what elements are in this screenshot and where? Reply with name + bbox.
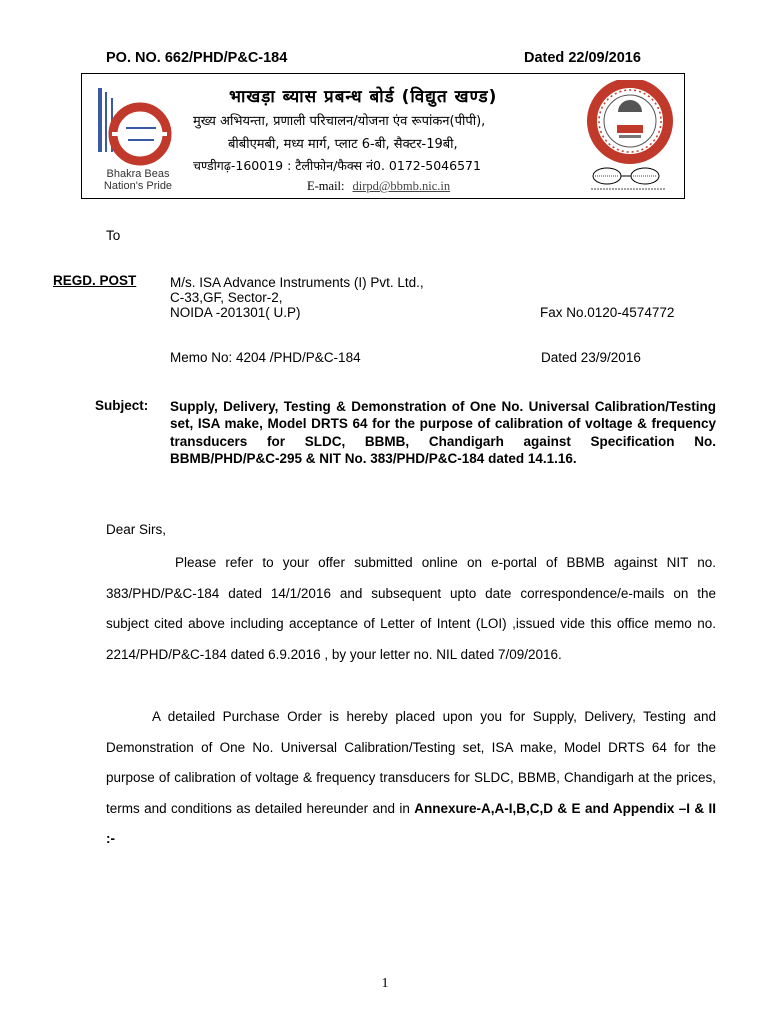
email-label: E-mail: — [307, 179, 345, 193]
salutation: Dear Sirs, — [106, 522, 167, 537]
email-link[interactable]: dirpd@bbmb.nic.in — [352, 179, 451, 193]
recipient-address-line-1: C-33,GF, Sector-2, — [170, 290, 283, 305]
motto-emblem-icon — [585, 162, 673, 194]
recipient-address-line-2: NOIDA -201301( U.P) — [170, 305, 301, 320]
letterhead-office: मुख्य अभियन्ता, प्रणाली परिचालन/योजना एंव रूपांकन(पीपी), — [193, 114, 486, 129]
recipient-name: M/s. ISA Advance Instruments (I) Pvt. Ltd., — [170, 275, 424, 290]
subject-text: Supply, Delivery, Testing & Demonstration of One No. Universal Calibration/Testing set, ISA make, Model DRTS 64 for the purpose of calibration of voltage & frequency transducers for SLDC, BBMB, Chandigarh against Specification No. BBMB/PHD/P&C-295 & NIT No. 383/PHD/P&C-184 dated 14.1.16. — [170, 399, 716, 466]
po-date: Dated 22/09/2016 — [524, 50, 641, 66]
page-number: 1 — [381, 976, 389, 991]
letterhead-phone: चण्डीगढ़-160019 : टैलीफोन/फैक्स नं0. 0172-5046571 — [193, 158, 481, 173]
memo-number: Memo No: 4204 /PHD/P&C-184 — [170, 350, 361, 365]
memo-date: Dated 23/9/2016 — [541, 350, 641, 365]
letterhead-address: बीबीएमबी, मध्य मार्ग, प्लाट 6-बी, सैक्टर-19बी, — [228, 137, 458, 152]
annexure-reference: Annexure-A,A-I,B,C,D & E and Appendix –I & II :- — [106, 800, 716, 846]
regd-post-label: REGD. POST — [53, 273, 137, 288]
subject-label: Subject: — [95, 398, 149, 413]
po-number: PO. NO. 662/PHD/P&C-184 — [106, 50, 288, 66]
logo-caption: Bhakra Beas Nation's Pride — [103, 168, 173, 192]
recipient-fax: Fax No.0120-4574772 — [540, 305, 675, 320]
paragraph-reference: Please refer to your offer submitted online on e-portal of BBMB against NIT no. 383/PHD/P&C-184 dated 14/1/2016 and subsequent upto date correspondence/e-mails on the subject cited above including acceptance of Letter of Intent (LOI) ,issued vide this office memo no. 2214/PHD/P&C-184 dated 6.9.2016 , by your letter no. NIL dated 7/09/2016. — [106, 555, 716, 662]
paragraph-purchase-order: A detailed Purchase Order is hereby placed upon you for Supply, Delivery, Testing and Demonstration of One No. Universal Calibration/Testing set, ISA make, Model DRTS 64 for the purpose of calibration of voltage & frequency transducers for SLDC, BBMB, Chandigarh at the prices, terms and conditions as detailed hereunder and in Annexure-A,A-I,B,C,D & E and Appendix –I & II :- — [106, 709, 716, 846]
to-label: To — [106, 228, 121, 243]
letterhead-org-name: भाखड़ा ब्यास प्रबन्ध बोर्ड (विद्युत खण्ड) — [229, 87, 498, 107]
letterhead-email-line — [307, 179, 450, 194]
